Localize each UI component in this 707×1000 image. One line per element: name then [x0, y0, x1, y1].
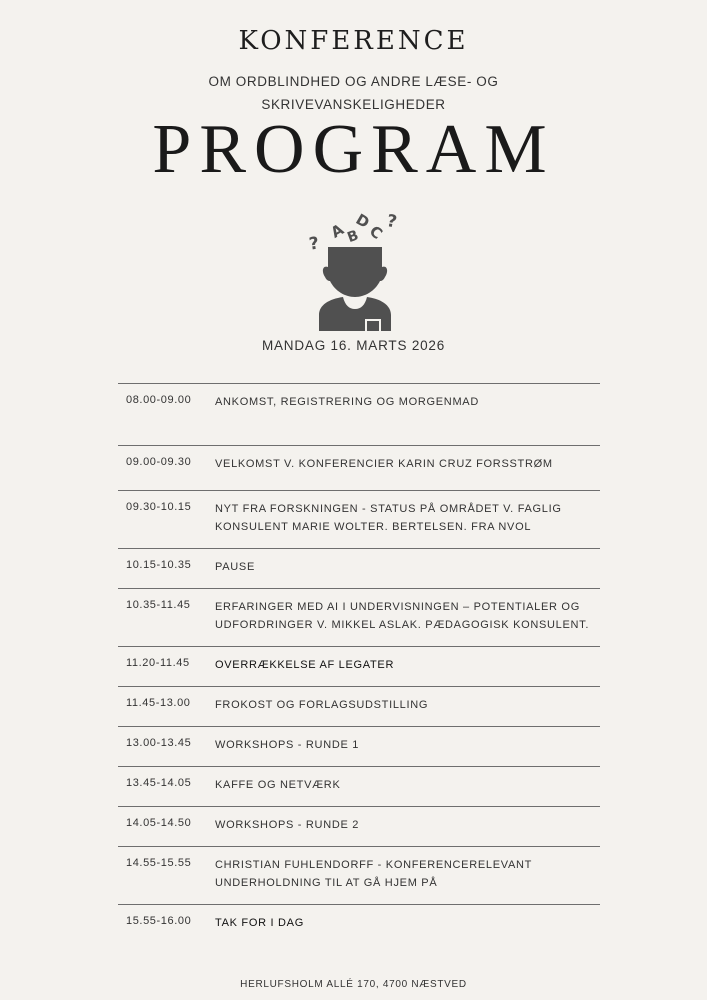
schedule-time: 10.15-10.35: [126, 559, 192, 571]
schedule-time: 13.00-13.45: [126, 737, 192, 749]
schedule-description: FROKOST OG FORLAGSUDSTILLING: [215, 699, 429, 711]
conference-kicker: KONFERENCE: [238, 26, 469, 56]
icon-letter: D: [352, 210, 373, 232]
schedule-row: [118, 904, 600, 944]
schedule-row: [118, 686, 600, 726]
subtitle-line-1: OM ORDBLINDHED OG ANDRE LÆSE- OG: [208, 74, 499, 89]
event-date: MANDAG 16. MARTS 2026: [261, 338, 446, 353]
schedule-description: OVERRÆKKELSE AF LEGATER: [215, 659, 395, 671]
schedule-description: NYT FRA FORSKNINGEN - STATUS PÅ OMRÅDET V. FAGLIG KONSULENT MARIE WOLTER. BERTELSEN. FRA NVOL: [215, 503, 562, 533]
schedule-time: 09.30-10.15: [126, 501, 192, 513]
icon-letter: A: [327, 220, 347, 242]
schedule-row: [118, 726, 600, 766]
page-title: PROGRAM: [152, 111, 555, 188]
schedule-description: WORKSHOPS - RUNDE 2: [215, 819, 360, 831]
schedule-description: VELKOMST V. KONFERENCIER KARIN CRUZ FORSSTRØM: [215, 458, 553, 470]
schedule-time: 14.05-14.50: [126, 817, 192, 829]
schedule-description: PAUSE: [215, 561, 255, 573]
venue-address: HERLUFSHOLM ALLÉ 170, 4700 NÆSTVED: [240, 979, 467, 990]
schedule-time: 09.00-09.30: [126, 456, 192, 468]
schedule-time: 13.45-14.05: [126, 777, 192, 789]
schedule-description: ANKOMST, REGISTRERING OG MORGENMAD: [215, 396, 479, 408]
schedule-row: [118, 588, 600, 646]
schedule-time: 15.55-16.00: [126, 915, 192, 927]
icon-letter: ?: [307, 233, 321, 255]
icon-letter: ?: [385, 211, 399, 233]
schedule-description: TAK FOR I DAG: [215, 917, 304, 929]
schedule-description: CHRISTIAN FUHLENDORFF - KONFERENCERELEVANT UNDERHOLDNING TIL AT GÅ HJEM PÅ: [215, 859, 532, 889]
schedule-row: [118, 490, 600, 548]
schedule-row: [118, 646, 600, 686]
person-confused-letters-icon: [303, 205, 407, 331]
schedule-row: [118, 766, 600, 806]
schedule-description: WORKSHOPS - RUNDE 1: [215, 739, 360, 751]
head-shape: [323, 247, 387, 297]
schedule-row: [118, 548, 600, 588]
schedule-row: [118, 806, 600, 846]
schedule-row: [118, 383, 600, 445]
schedule-time: 14.55-15.55: [126, 857, 192, 869]
schedule-description: ERFARINGER MED AI I UNDERVISNINGEN – POTENTIALER OG UDFORDRINGER V. MIKKEL ASLAK. PÆDAGOGISK KONSULENT.: [215, 601, 590, 631]
icon-letter: B: [345, 227, 361, 247]
schedule-time: 11.20-11.45: [126, 657, 190, 669]
icon-letter: C: [365, 222, 386, 243]
schedule-row: [118, 846, 600, 904]
schedule-time: 11.45-13.00: [126, 697, 191, 709]
schedule-table: [118, 383, 600, 944]
schedule-description: KAFFE OG NETVÆRK: [215, 779, 341, 791]
schedule-time: 10.35-11.45: [126, 599, 191, 611]
schedule-row: [118, 445, 600, 490]
subtitle-line-2: SKRIVEVANSKELIGHEDER: [261, 97, 446, 112]
schedule-time: 08.00-09.00: [126, 394, 192, 406]
